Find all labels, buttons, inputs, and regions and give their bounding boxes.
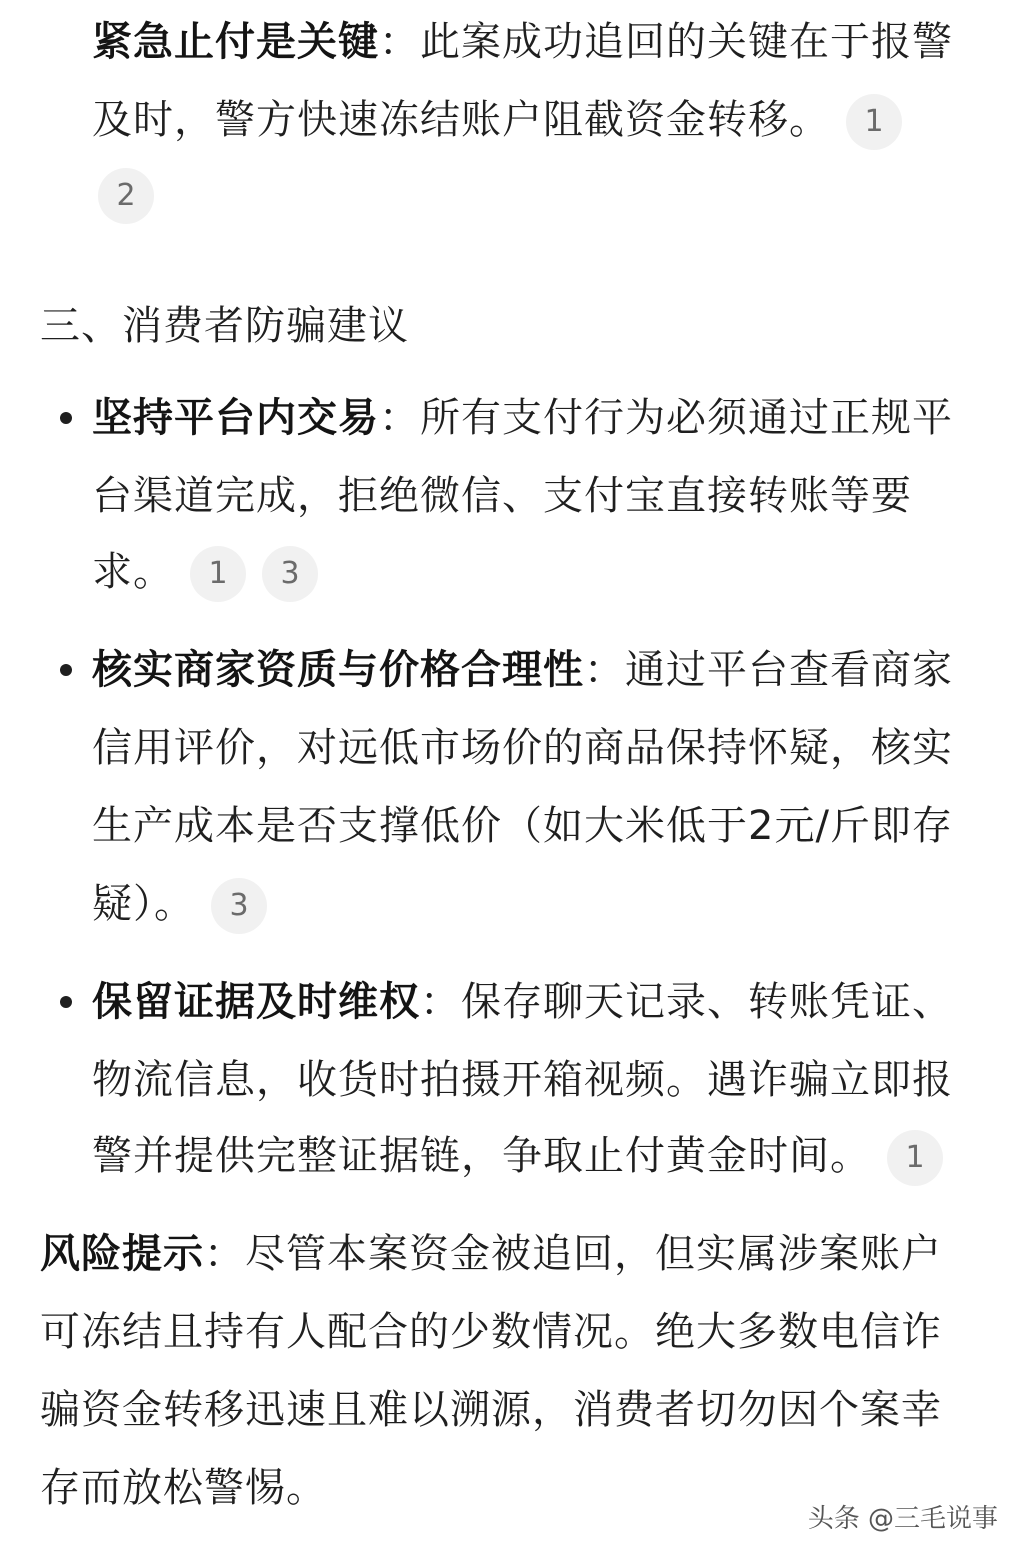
citation-badge[interactable]: 3: [211, 878, 267, 934]
citation-badge[interactable]: 3: [262, 546, 318, 602]
section-heading: 三、消费者防骗建议: [40, 303, 409, 349]
intro-line-2: 及时，警方快速冻结账户阻截资金转移。 1: [92, 94, 902, 150]
bullet-3-label: 保留证据及时维权: [92, 979, 420, 1025]
bullet-2-line-1: 核实商家资质与价格合理性：通过平台查看商家: [92, 647, 953, 693]
bullet-dot: [60, 996, 72, 1008]
intro-label: 紧急止付是关键: [92, 19, 379, 65]
bullet-2-line-3: 生产成本是否支撑低价（如大米低于2元/斤即存: [92, 803, 953, 849]
bullet-dot: [60, 412, 72, 424]
citation-badge[interactable]: 1: [190, 546, 246, 602]
bullet-1-line-2: 台渠道完成，拒绝微信、支付宝直接转账等要: [92, 473, 912, 519]
bullet-2-line-2: 信用评价，对远低市场价的商品保持怀疑，核实: [92, 725, 953, 771]
bullet-1-line-1: 坚持平台内交易：所有支付行为必须通过正规平: [92, 395, 953, 441]
watermark: 头条 @三毛说事: [807, 1504, 998, 1534]
bullet-1-label: 坚持平台内交易: [92, 395, 379, 441]
bullet-3-line-1: 保留证据及时维权：保存聊天记录、转账凭证、: [92, 979, 953, 1025]
citation-badge[interactable]: 1: [846, 94, 902, 150]
risk-line-1: 风险提示：尽管本案资金被追回，但实属涉案账户: [40, 1231, 942, 1277]
risk-line-4: 存而放松警惕。: [40, 1465, 327, 1511]
bullet-dot: [60, 664, 72, 676]
risk-line-3: 骗资金转移迅速且难以溯源，消费者切勿因个案幸: [40, 1387, 942, 1433]
bullet-1-line-3: 求。 1 3: [92, 546, 318, 602]
bullet-3-line-3: 警并提供完整证据链，争取止付黄金时间。 1: [92, 1130, 943, 1186]
risk-label: 风险提示: [40, 1231, 204, 1277]
bullet-3-line-2: 物流信息，收货时拍摄开箱视频。遇诈骗立即报: [92, 1057, 953, 1103]
citation-badge[interactable]: 1: [887, 1130, 943, 1186]
bullet-2-label: 核实商家资质与价格合理性: [92, 647, 584, 693]
citation-badge[interactable]: 2: [98, 168, 154, 224]
bullet-2-line-4: 疑）。 3: [92, 878, 267, 934]
risk-line-2: 可冻结且持有人配合的少数情况。绝大多数电信诈: [40, 1309, 942, 1355]
intro-line-1: 紧急止付是关键：此案成功追回的关键在于报警: [92, 19, 953, 65]
